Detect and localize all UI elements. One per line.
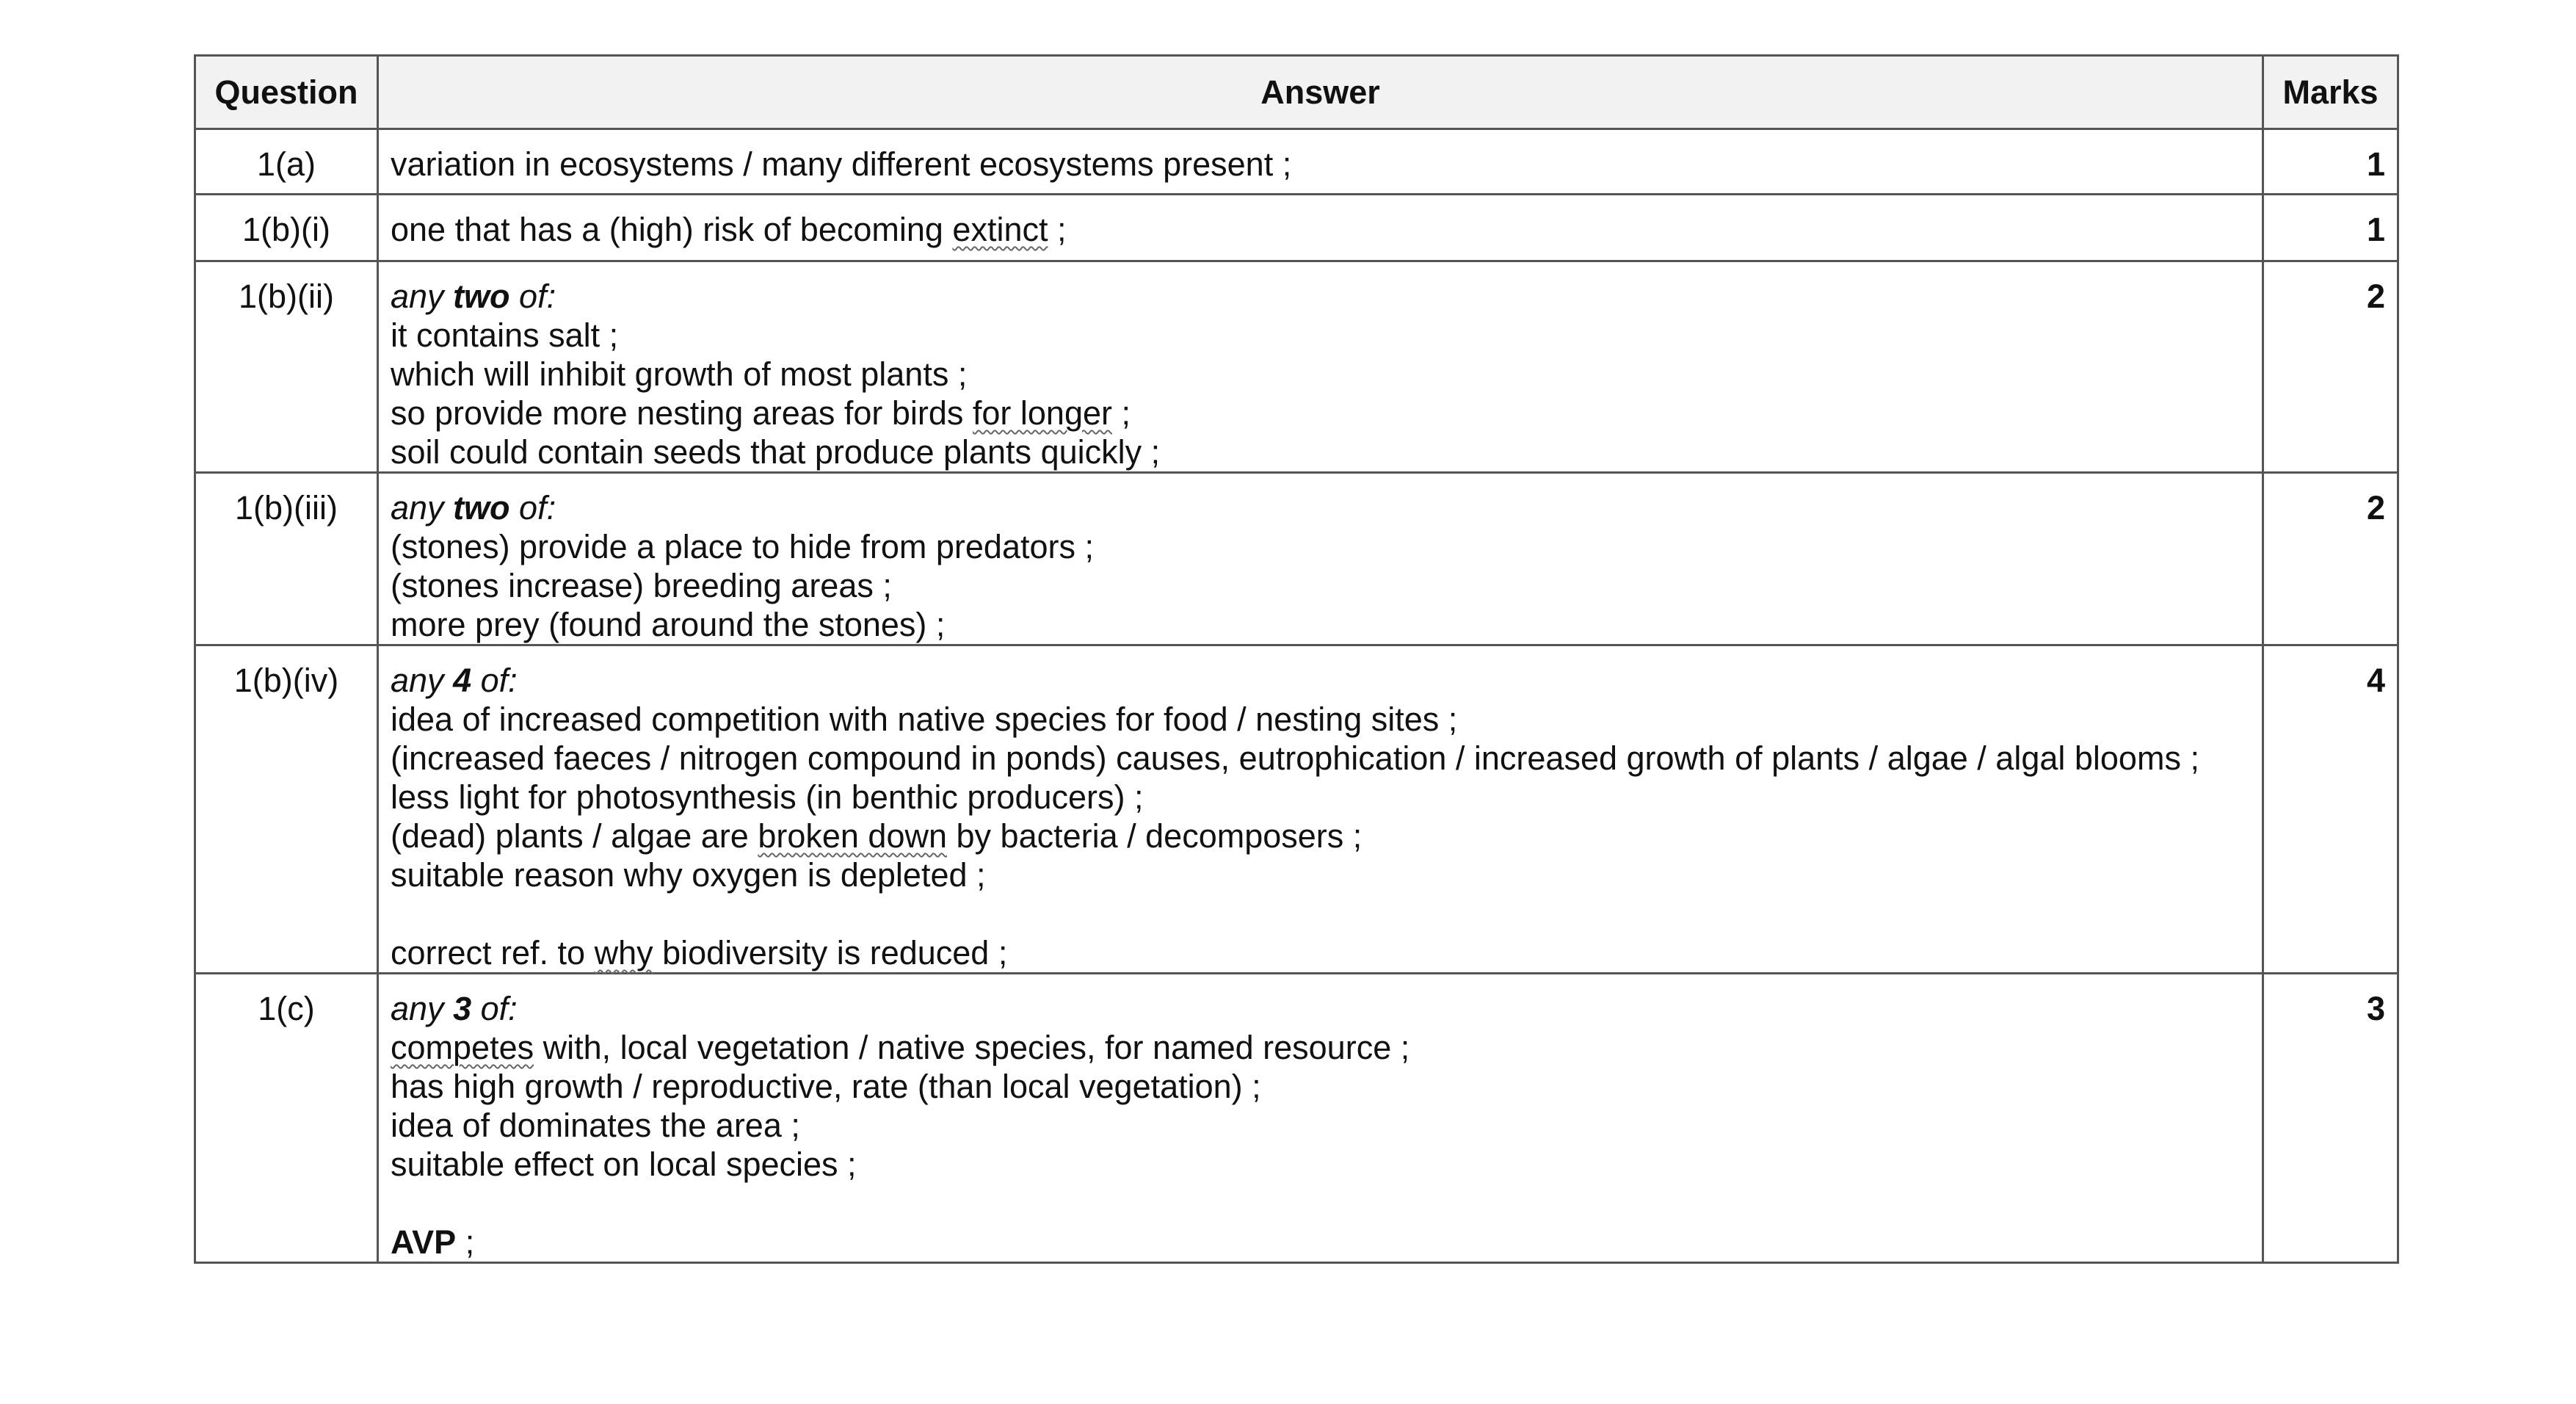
- answer-instruction: [391, 989, 2250, 1028]
- mark-scheme-table: [194, 54, 2399, 1264]
- answer-point: variation in ecosystems / many different ecosystems present ;: [391, 145, 1292, 183]
- answer-point: suitable effect on local species ;: [391, 1146, 857, 1183]
- table-row: [195, 261, 2398, 473]
- instruction-prefix: any: [391, 662, 454, 699]
- answer-point: (stones increase) breeding areas ;: [391, 567, 892, 604]
- answer-point: it contains salt ;: [391, 316, 619, 354]
- answer-instruction: [391, 661, 2250, 700]
- answer-text: by bacteria / decomposers ;: [947, 817, 1363, 855]
- answer-point: more prey (found around the stones) ;: [391, 606, 946, 643]
- table-row: [195, 195, 2398, 261]
- marks-value: 1: [2263, 129, 2398, 195]
- underlined-keyword: broken down: [758, 817, 948, 855]
- question-number: 1(b)(iv): [195, 645, 378, 974]
- instruction-prefix: any: [391, 489, 454, 526]
- instruction-count: 4: [453, 662, 472, 699]
- marks-value: 2: [2263, 473, 2398, 645]
- answer-point: [391, 210, 2250, 249]
- answer-text: (dead) plants / algae are: [391, 817, 758, 855]
- question-number: 1(b)(ii): [195, 261, 378, 473]
- marks-value: 3: [2263, 974, 2398, 1263]
- instruction-count: 3: [453, 990, 472, 1027]
- answer-text: so provide more nesting areas for birds: [391, 394, 973, 432]
- answer-text: with, local vegetation / native species, for named resource ;: [534, 1029, 1410, 1066]
- answer-text: one that has a (high) risk of becoming: [391, 211, 953, 248]
- instruction-text: [391, 489, 556, 526]
- instruction-prefix: any: [391, 278, 454, 315]
- answer-text: ;: [1048, 211, 1067, 248]
- table-row: [195, 473, 2398, 645]
- underlined-keyword: why: [594, 934, 653, 971]
- question-column-header: Question: [195, 56, 378, 129]
- answer-point: [391, 394, 2250, 433]
- marks-value: 4: [2263, 645, 2398, 974]
- underlined-keyword: for longer: [972, 394, 1112, 432]
- answer-cell: [378, 129, 2263, 195]
- instruction-suffix: of:: [509, 489, 556, 526]
- answer-text: ;: [456, 1223, 475, 1261]
- answer-text: ;: [1112, 394, 1131, 432]
- question-number: 1(a): [195, 129, 378, 195]
- instruction-count: two: [453, 278, 510, 315]
- table-row: [195, 645, 2398, 974]
- answer-point: idea of dominates the area ;: [391, 1107, 800, 1144]
- answer-column-header: Answer: [378, 56, 2263, 129]
- answer-instruction: [391, 488, 2250, 527]
- answer-point: idea of increased competition with native species for food / nesting sites ;: [391, 701, 1458, 738]
- answer-cell: [378, 195, 2263, 261]
- marks-value: 1: [2263, 195, 2398, 261]
- instruction-text: [391, 990, 518, 1027]
- answer-point: suitable reason why oxygen is depleted ;: [391, 856, 986, 894]
- answer-point: [391, 933, 2250, 972]
- marks-column-header: Marks: [2263, 56, 2398, 129]
- underlined-keyword: extinct: [952, 211, 1048, 248]
- instruction-prefix: any: [391, 990, 454, 1027]
- answer-cell: [378, 645, 2263, 974]
- answer-point: [391, 817, 2250, 855]
- avp-label: AVP: [391, 1223, 457, 1261]
- table-row: [195, 974, 2398, 1263]
- answer-cell: [378, 473, 2263, 645]
- table-row: [195, 129, 2398, 195]
- table-header-row: [195, 56, 2398, 129]
- answer-instruction: [391, 277, 2250, 316]
- instruction-suffix: of:: [471, 662, 518, 699]
- answer-point: less light for photosynthesis (in benthic producers) ;: [391, 778, 1144, 816]
- answer-point: which will inhibit growth of most plants ;: [391, 355, 968, 393]
- instruction-suffix: of:: [509, 278, 556, 315]
- answer-text: biodiversity is reduced ;: [653, 934, 1008, 971]
- instruction-suffix: of:: [471, 990, 518, 1027]
- instruction-text: [391, 662, 518, 699]
- answer-point: (stones) provide a place to hide from predators ;: [391, 528, 1094, 565]
- answer-cell: [378, 974, 2263, 1263]
- answer-point: [391, 1028, 2250, 1067]
- table-body: [195, 129, 2398, 1263]
- marks-value: 2: [2263, 261, 2398, 473]
- question-number: 1(b)(iii): [195, 473, 378, 645]
- instruction-text: [391, 278, 556, 315]
- question-number: 1(c): [195, 974, 378, 1263]
- answer-point: (increased faeces / nitrogen compound in ponds) causes, eutrophication / increased growth of plants / algae / algal blooms ;: [391, 739, 2199, 777]
- answer-text: correct ref. to: [391, 934, 595, 971]
- answer-cell: [378, 261, 2263, 473]
- instruction-count: two: [453, 489, 510, 526]
- answer-point: [391, 1223, 2250, 1262]
- answer-point: soil could contain seeds that produce plants quickly ;: [391, 433, 1161, 471]
- question-number: 1(b)(i): [195, 195, 378, 261]
- underlined-keyword: competes: [391, 1029, 534, 1066]
- answer-point: has high growth / reproductive, rate (than local vegetation) ;: [391, 1068, 1261, 1105]
